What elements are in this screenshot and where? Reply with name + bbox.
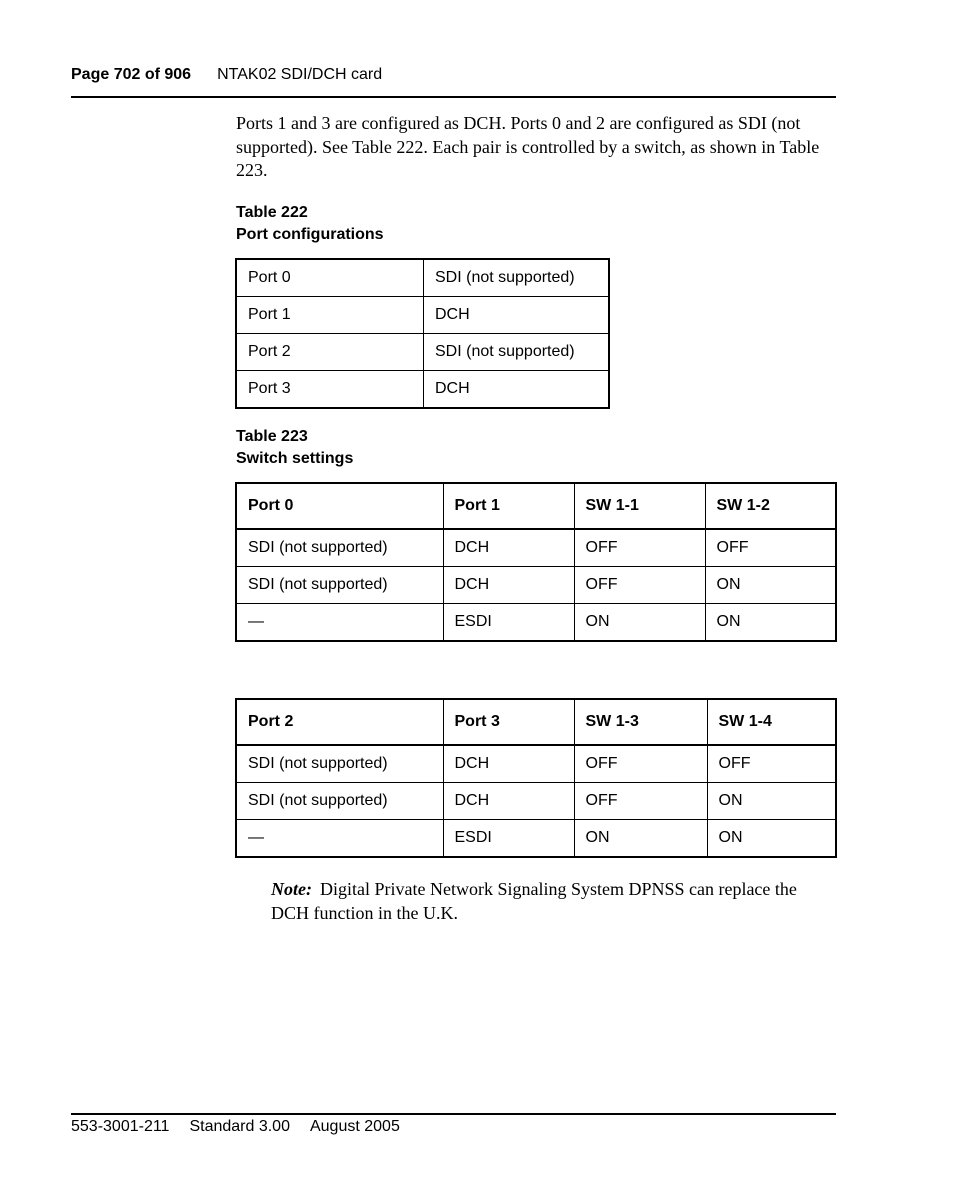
page-number: Page 702 of 906 (71, 66, 192, 83)
table-row (236, 371, 609, 409)
table-cell: ON (705, 567, 836, 604)
table-cell: ON (705, 604, 836, 642)
table-cell: OFF (705, 529, 836, 567)
document-standard: Standard 3.00 (189, 1118, 290, 1135)
column-header: SW 1-4 (707, 699, 836, 745)
page-header (71, 66, 382, 84)
switch-settings-table-ports-2-3 (235, 698, 837, 858)
table-223-title: Switch settings (236, 450, 354, 467)
table-row (236, 529, 836, 567)
column-header: SW 1-2 (705, 483, 836, 529)
table-cell: SDI (not supported) (236, 529, 443, 567)
table-row (236, 297, 609, 334)
table-cell: OFF (574, 529, 705, 567)
table-cell: SDI (not supported) (424, 259, 610, 297)
page-footer (71, 1118, 420, 1136)
switch-settings-table-ports-0-1 (235, 482, 837, 642)
header-rule (71, 96, 836, 98)
table-cell: DCH (443, 745, 574, 783)
table-row (236, 334, 609, 371)
table-row (236, 259, 609, 297)
column-header: SW 1-3 (574, 699, 707, 745)
table-cell: SDI (not supported) (236, 783, 443, 820)
table-cell: DCH (424, 297, 610, 334)
table-cell: ESDI (443, 604, 574, 642)
table-223-caption (236, 426, 353, 470)
table-cell: Port 2 (236, 334, 424, 371)
table-cell: — (236, 820, 443, 858)
table-header-row (236, 483, 836, 529)
table-cell: SDI (not supported) (424, 334, 610, 371)
note-label: Note: (271, 879, 312, 899)
table-222-number: Table 222 (236, 204, 308, 221)
table-cell: OFF (574, 745, 707, 783)
table-cell: DCH (443, 783, 574, 820)
table-row (236, 820, 836, 858)
column-header: Port 3 (443, 699, 574, 745)
port-configurations-table (235, 258, 610, 409)
document-title: NTAK02 SDI/DCH card (217, 66, 383, 83)
note-text: Digital Private Network Signaling System DPNSS can replace the DCH function in the U.K. (271, 879, 797, 923)
table-cell: OFF (707, 745, 836, 783)
document-number: 553-3001-211 (71, 1118, 170, 1135)
table-cell: Port 1 (236, 297, 424, 334)
table-cell: ESDI (443, 820, 574, 858)
table-cell: — (236, 604, 443, 642)
table-row (236, 604, 836, 642)
table-cell: SDI (not supported) (236, 745, 443, 783)
table-cell: ON (707, 783, 836, 820)
table-cell: ON (574, 604, 705, 642)
footer-rule (71, 1113, 836, 1115)
column-header: Port 1 (443, 483, 574, 529)
table-row (236, 745, 836, 783)
intro-paragraph: Ports 1 and 3 are configured as DCH. Ports 0 and 2 are configured as SDI (not supported). See Table 222. Each pair is controlled by a switch, as shown in Table 223. (236, 113, 820, 180)
table-cell: DCH (424, 371, 610, 409)
table-cell: ON (707, 820, 836, 858)
table-row (236, 567, 836, 604)
document-date: August 2005 (309, 1118, 400, 1135)
table-cell: ON (574, 820, 707, 858)
table-cell: Port 0 (236, 259, 424, 297)
column-header: SW 1-1 (574, 483, 705, 529)
table-cell: OFF (574, 783, 707, 820)
table-cell: DCH (443, 529, 574, 567)
table-header-row (236, 699, 836, 745)
table-223-number: Table 223 (236, 428, 308, 445)
table-222-title: Port configurations (236, 226, 384, 243)
table-cell: OFF (574, 567, 705, 604)
table-222-caption (236, 202, 384, 246)
table-cell: Port 3 (236, 371, 424, 409)
column-header: Port 2 (236, 699, 443, 745)
table-row (236, 783, 836, 820)
note-paragraph (271, 878, 837, 925)
table-cell: DCH (443, 567, 574, 604)
table-cell: SDI (not supported) (236, 567, 443, 604)
column-header: Port 0 (236, 483, 443, 529)
